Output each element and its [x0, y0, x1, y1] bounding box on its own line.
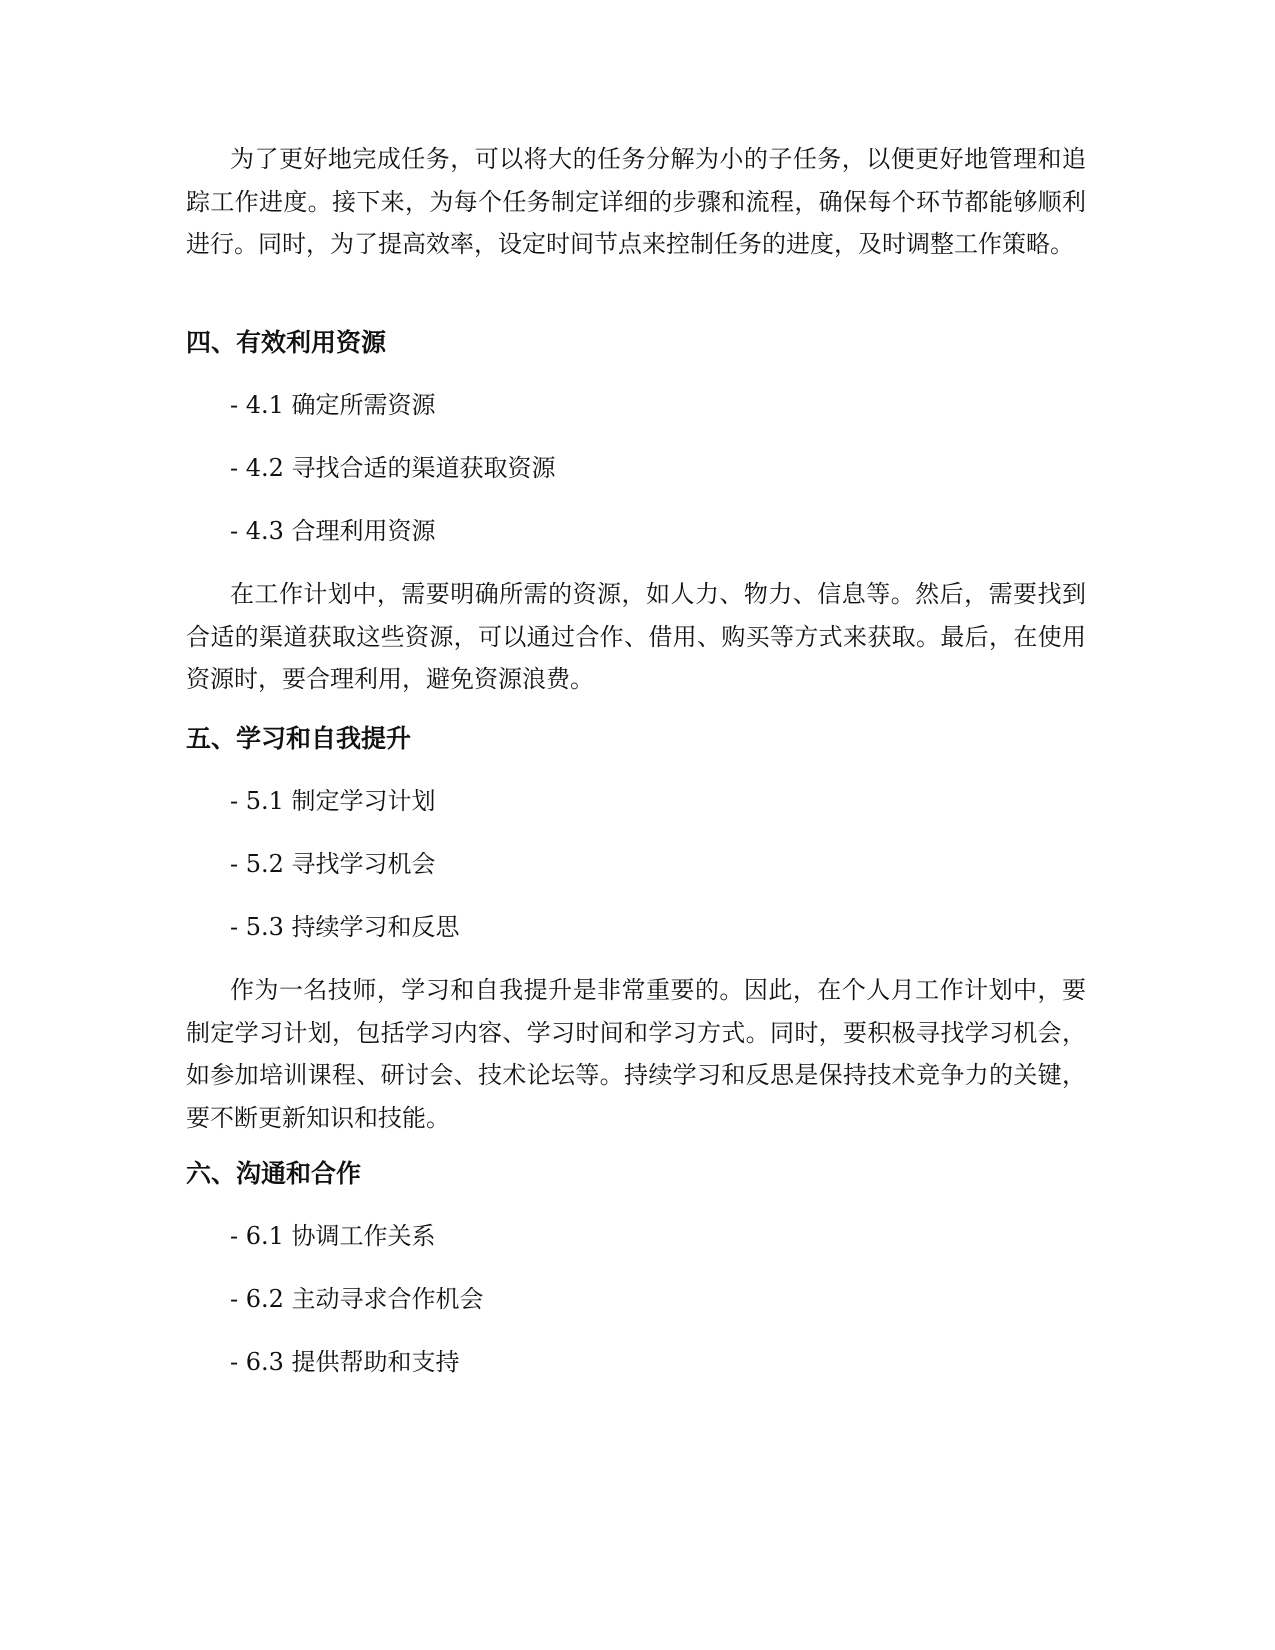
list-item: - 4.3 合理利用资源 — [230, 517, 436, 545]
section-5-paragraph: 作为一名技师，学习和自我提升是非常重要的。因此，在个人月工作计划中，要制定学习计划，包括学习内容、学习时间和学习方式。同时，要积极寻找学习机会，如参加培训课程、研讨会、技术论坛等。持续学习和反思是保持技术竞争力的关键，要不断更新知识和技能。 — [186, 976, 1086, 1132]
intro-paragraph: 为了更好地完成任务，可以将大的任务分解为小的子任务，以便更好地管理和追踪工作进度。接下来，为每个任务制定详细的步骤和流程，确保每个环节都能够顺利进行。同时，为了提高效率，设定时间节点来控制任务的进度，及时调整工作策略。 — [186, 145, 1086, 258]
list-item: - 5.3 持续学习和反思 — [230, 913, 460, 941]
list-item: - 5.2 寻找学习机会 — [230, 850, 436, 878]
list-item: - 5.1 制定学习计划 — [230, 787, 436, 815]
section-4-heading: 四、有效利用资源 — [186, 328, 387, 357]
list-item: - 4.2 寻找合适的渠道获取资源 — [230, 454, 556, 482]
list-item: - 4.1 确定所需资源 — [230, 391, 436, 419]
section-5-heading: 五、学习和自我提升 — [186, 724, 412, 753]
list-item: - 6.3 提供帮助和支持 — [230, 1348, 460, 1376]
section-4-paragraph: 在工作计划中，需要明确所需的资源，如人力、物力、信息等。然后，需要找到合适的渠道获取这些资源，可以通过合作、借用、购买等方式来获取。最后，在使用资源时，要合理利用，避免资源浪费。 — [186, 580, 1086, 693]
list-item: - 6.1 协调工作关系 — [230, 1222, 436, 1250]
list-item: - 6.2 主动寻求合作机会 — [230, 1285, 484, 1313]
section-6-heading: 六、沟通和合作 — [186, 1159, 362, 1188]
